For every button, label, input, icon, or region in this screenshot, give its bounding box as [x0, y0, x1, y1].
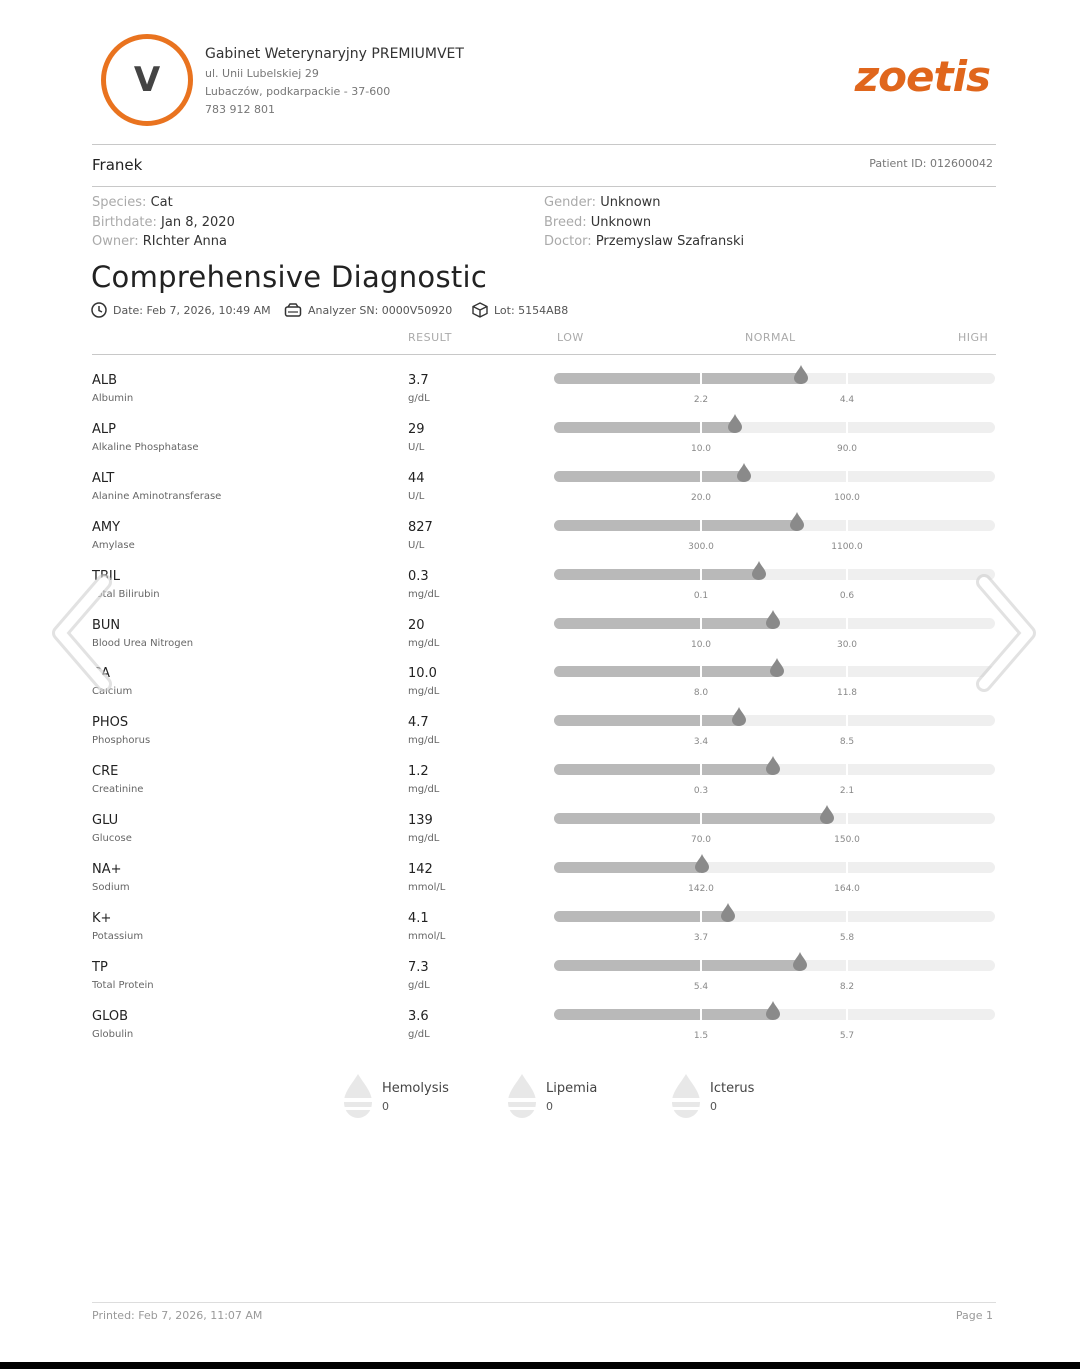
drop-icon [506, 1072, 538, 1120]
result-marker-icon [793, 952, 807, 971]
low-limit: 142.0 [688, 884, 714, 894]
high-tick [846, 715, 848, 726]
patient-name: Franek [92, 156, 143, 174]
low-tick [700, 1009, 702, 1020]
clinic-address-1: ul. Unii Lubelskiej 29 [205, 67, 319, 80]
doctor-field [544, 234, 744, 249]
result-row [0, 373, 1080, 422]
range-bar [554, 569, 995, 601]
test-name: Globulin [92, 1028, 134, 1040]
low-tick [700, 715, 702, 726]
test-code: CRE [92, 764, 119, 780]
test-unit: g/dL [408, 1028, 430, 1040]
range-bar [554, 520, 995, 552]
test-name: Albumin [92, 393, 134, 404]
test-unit: g/dL [408, 393, 430, 404]
test-unit: g/dL [408, 979, 430, 991]
low-limit: 0.3 [693, 786, 709, 797]
range-fill [554, 715, 739, 726]
result-marker-icon [721, 903, 735, 922]
report-title: Comprehensive Diagnostic [91, 260, 488, 294]
result-row [0, 764, 1080, 813]
range-fill [554, 1009, 773, 1020]
test-unit: mmol/L [408, 882, 446, 893]
high-tick [846, 520, 848, 531]
low-limit: 300.0 [688, 541, 714, 552]
report-date [91, 302, 271, 318]
test-result: 3.7 [408, 373, 429, 388]
range-bar [554, 373, 995, 405]
test-name: Amylase [92, 539, 135, 551]
range-fill [554, 666, 777, 677]
test-unit: mg/dL [408, 833, 440, 845]
range-fill [554, 422, 735, 433]
test-unit: mg/dL [408, 784, 440, 796]
test-name: Calcium [92, 686, 133, 698]
test-code: PHOS [92, 715, 129, 731]
test-unit: mg/dL [408, 686, 440, 698]
birthdate-value: Jan 8, 2020 [161, 215, 235, 230]
high-tick [846, 373, 848, 384]
range-fill [554, 569, 759, 580]
patient-id [869, 157, 993, 170]
chevron-left-icon [48, 568, 121, 698]
result-row [0, 715, 1080, 764]
result-marker-icon [737, 463, 751, 482]
high-limit: 8.2 [839, 981, 855, 992]
low-limit: 1.5 [693, 1030, 709, 1041]
high-limit: 150.0 [834, 835, 860, 846]
birthdate-label: Birthdate: [92, 215, 157, 230]
logo-letter: V [133, 60, 161, 100]
column-result: RESULT [408, 331, 452, 344]
test-result: 139 [408, 813, 433, 829]
low-tick [700, 373, 702, 384]
result-marker-icon [766, 610, 780, 629]
low-tick [700, 471, 702, 482]
test-unit: U/L [408, 441, 425, 453]
test-code: BUN [92, 617, 121, 633]
page-number: Page 1 [955, 1309, 993, 1322]
range-bar [554, 422, 995, 454]
test-name: Total Bilirubin [92, 588, 160, 600]
range-fill [554, 960, 800, 971]
range-bar [554, 1009, 995, 1041]
range-fill [554, 764, 773, 775]
divider [92, 354, 996, 355]
index-value: 0 [382, 1100, 389, 1113]
test-result: 20 [408, 617, 425, 633]
range-bar [554, 666, 995, 699]
high-tick [846, 960, 848, 971]
test-unit: U/L [408, 539, 425, 551]
high-tick [846, 666, 848, 677]
test-code: ALT [92, 470, 115, 486]
high-tick [846, 911, 848, 922]
result-marker-icon [766, 756, 780, 775]
test-name: Creatinine [92, 784, 144, 796]
low-limit: 10.0 [690, 443, 712, 454]
index-lipemia [506, 1072, 656, 1122]
high-tick [846, 813, 848, 824]
result-row [0, 618, 1080, 667]
high-tick [846, 471, 848, 482]
test-unit: mg/dL [408, 735, 440, 747]
index-value: 0 [710, 1100, 717, 1113]
owner-field [92, 234, 227, 249]
test-result: 3.6 [408, 1008, 429, 1024]
range-fill [554, 862, 702, 873]
low-limit: 70.0 [690, 835, 712, 846]
owner-label: Owner: [92, 234, 139, 249]
high-tick [846, 862, 848, 873]
test-name: Blood Urea Nitrogen [92, 637, 194, 649]
range-fill [554, 373, 801, 384]
test-result: 142 [408, 862, 433, 877]
range-fill [554, 520, 797, 531]
test-code: GLU [92, 813, 119, 829]
test-code: GLOB [92, 1008, 129, 1024]
analyzer-sn-text: Analyzer SN: 0000V50920 [308, 303, 453, 317]
high-tick [846, 422, 848, 433]
index-value: 0 [546, 1100, 553, 1113]
test-code: CA [92, 666, 110, 682]
test-name: Glucose [92, 833, 132, 845]
range-fill [554, 618, 773, 629]
high-tick [846, 764, 848, 775]
high-limit: 100.0 [834, 492, 860, 503]
drop-icon [342, 1072, 374, 1120]
test-unit: mmol/L [408, 930, 446, 942]
low-tick [700, 764, 702, 775]
result-row [0, 1009, 1080, 1058]
result-marker-icon [770, 658, 784, 677]
divider [92, 186, 996, 187]
breed-value: Unknown [590, 215, 652, 230]
result-row [0, 911, 1080, 960]
low-tick [700, 666, 702, 677]
test-result: 827 [408, 519, 433, 535]
brand-logo: zoetis [854, 52, 990, 101]
range-bar [554, 471, 995, 503]
test-unit: mg/dL [408, 588, 440, 600]
analyzer-sn [284, 302, 452, 318]
range-bar [554, 764, 995, 797]
breed-label: Breed: [544, 215, 587, 230]
result-row [0, 666, 1080, 715]
species-field [92, 195, 173, 210]
result-marker-icon [732, 707, 746, 726]
clinic-address-2: Lubaczów, podkarpackie - 37-600 [205, 85, 391, 98]
test-code: AMY [92, 519, 121, 535]
chevron-right-icon [970, 568, 1040, 698]
breed-field [544, 215, 651, 230]
test-code: ALB [92, 373, 118, 388]
high-tick [846, 569, 848, 580]
range-bar [554, 960, 995, 992]
test-result: 29 [408, 421, 425, 437]
lot-number [472, 302, 568, 318]
low-limit: 0.1 [693, 590, 709, 601]
index-label: Icterus [710, 1081, 755, 1096]
range-bar [554, 715, 995, 748]
range-bar [554, 911, 995, 943]
high-limit: 4.4 [839, 395, 855, 405]
index-label: Hemolysis [382, 1081, 449, 1096]
range-bar [554, 862, 995, 894]
index-label: Lipemia [546, 1081, 598, 1096]
index-icterus [670, 1072, 820, 1122]
divider [92, 144, 996, 145]
analyzer-icon [284, 302, 302, 318]
doctor-value: Przemyslaw Szafranski [595, 234, 745, 249]
range-fill [554, 813, 827, 824]
low-tick [700, 569, 702, 580]
box-icon [472, 302, 488, 318]
result-row [0, 520, 1080, 569]
test-code: ALP [92, 421, 116, 437]
high-tick [846, 1009, 848, 1020]
high-limit: 2.1 [839, 786, 855, 797]
low-limit: 10.0 [690, 639, 712, 650]
test-unit: U/L [408, 490, 425, 502]
low-limit: 20.0 [690, 492, 712, 503]
high-limit: 5.7 [839, 1030, 855, 1041]
high-limit: 5.8 [839, 932, 855, 943]
range-fill [554, 471, 744, 482]
result-marker-icon [695, 854, 709, 873]
column-high: HIGH [958, 331, 989, 344]
test-code: K+ [92, 910, 112, 926]
clinic-name: Gabinet Weterynaryjny PREMIUMVET [205, 46, 464, 62]
printed-date: Printed: Feb 7, 2026, 11:07 AM [92, 1309, 263, 1322]
owner-value: RIchter Anna [142, 234, 227, 249]
test-name: Potassium [92, 930, 144, 942]
divider [92, 1302, 996, 1303]
low-tick [700, 960, 702, 971]
patient-id-label: Patient ID: [869, 157, 927, 170]
drop-icon [670, 1072, 702, 1120]
clinic-logo [101, 34, 193, 126]
species-label: Species: [92, 195, 147, 210]
high-limit: 90.0 [836, 443, 858, 454]
result-row [0, 813, 1080, 862]
test-unit: mg/dL [408, 637, 440, 649]
test-code: TBIL [92, 568, 120, 584]
result-row [0, 471, 1080, 520]
test-name: Total Protein [92, 979, 154, 991]
low-tick [700, 813, 702, 824]
gender-label: Gender: [544, 195, 597, 210]
next-page-button[interactable] [970, 568, 1040, 698]
low-limit: 3.7 [693, 932, 709, 943]
test-result: 7.3 [408, 959, 429, 975]
gender-value: Unknown [600, 195, 661, 210]
result-row [0, 862, 1080, 911]
test-result: 44 [408, 470, 425, 486]
result-marker-icon [820, 805, 834, 824]
high-tick [846, 618, 848, 629]
low-limit: 5.4 [693, 981, 709, 992]
previous-page-button[interactable] [48, 568, 121, 698]
high-limit: 0.6 [839, 590, 855, 601]
result-marker-icon [728, 414, 742, 433]
doctor-label: Doctor: [544, 234, 592, 249]
high-limit: 11.8 [836, 688, 858, 699]
index-hemolysis [342, 1072, 492, 1122]
lot-number-text: Lot: 5154AB8 [494, 303, 569, 317]
test-name: Alkaline Phosphatase [92, 441, 199, 453]
column-normal: NORMAL [745, 331, 796, 344]
result-marker-icon [794, 365, 808, 384]
gender-field [544, 195, 661, 210]
test-result: 4.7 [408, 715, 429, 731]
birthdate-field [92, 215, 235, 230]
high-limit: 30.0 [836, 639, 858, 650]
test-result: 10.0 [408, 666, 437, 682]
high-limit: 164.0 [834, 884, 860, 894]
test-name: Phosphorus [92, 735, 151, 747]
result-row [0, 960, 1080, 1009]
low-limit: 8.0 [693, 688, 709, 699]
high-limit: 8.5 [839, 737, 855, 748]
low-tick [700, 520, 702, 531]
patient-id-value: 012600042 [930, 157, 993, 170]
low-tick [700, 422, 702, 433]
result-row [0, 569, 1080, 618]
clock-icon [91, 302, 107, 318]
low-tick [700, 618, 702, 629]
test-result: 4.1 [408, 910, 429, 926]
test-result: 0.3 [408, 568, 429, 584]
test-code: TP [92, 959, 108, 975]
result-marker-icon [766, 1001, 780, 1020]
range-bar [554, 813, 995, 846]
range-bar [554, 618, 995, 650]
result-row [0, 422, 1080, 471]
test-result: 1.2 [408, 764, 429, 780]
high-limit: 1100.0 [831, 541, 863, 552]
column-low: LOW [557, 331, 584, 344]
low-limit: 2.2 [693, 395, 709, 405]
low-limit: 3.4 [693, 737, 709, 748]
test-code: NA+ [92, 862, 122, 877]
result-marker-icon [790, 512, 804, 531]
species-value: Cat [150, 195, 173, 210]
test-name: Alanine Aminotransferase [92, 490, 222, 502]
low-tick [700, 911, 702, 922]
clinic-phone: 783 912 801 [205, 103, 275, 116]
test-name: Sodium [92, 882, 130, 893]
result-marker-icon [752, 561, 766, 580]
report-date-text: Date: Feb 7, 2026, 10:49 AM [113, 303, 271, 317]
system-bar [0, 1362, 1080, 1369]
